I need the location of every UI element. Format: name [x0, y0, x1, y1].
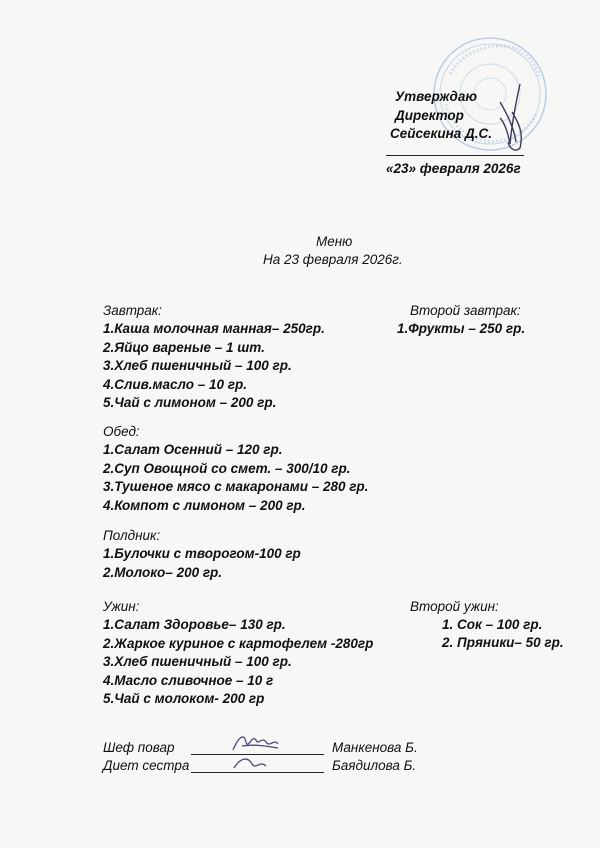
diet-role: Диет сестра	[103, 758, 190, 773]
page-title: Меню	[316, 234, 353, 249]
director-signature	[490, 82, 535, 154]
breakfast-section	[103, 302, 162, 321]
list-item: 2.Жаркое куриное с картофелем -280гр	[103, 635, 374, 651]
dinner-label: Ужин:	[103, 599, 140, 614]
list-item: 1.Каша молочная манная– 250гр.	[103, 321, 325, 336]
lunch-label: Обед:	[103, 424, 140, 439]
snack-label: Полдник:	[103, 528, 161, 543]
snack-items	[103, 545, 301, 582]
list-item: 4.Масло сливочное – 10 г	[103, 672, 274, 688]
approval-signature-line	[386, 155, 524, 156]
list-item: 2. Пряники– 50 гр.	[442, 635, 564, 650]
approval-line-director: Директор	[395, 108, 464, 123]
approval-line-approve: Утверждаю	[395, 89, 478, 104]
list-item: 2.Молоко– 200 гр.	[103, 564, 223, 580]
diet-name: Баядилова Б.	[332, 758, 417, 773]
list-item: 1.Салат Здоровье– 130 гр.	[103, 617, 286, 632]
list-item: 4.Компот с лимоном – 200 гр.	[103, 497, 306, 513]
snack-section	[103, 527, 160, 546]
list-item: 1.Салат Осенний – 120 гр.	[103, 442, 283, 457]
list-item: 2.Суп Овощной со смет. – 300/10 гр.	[103, 460, 351, 476]
breakfast-label: Завтрак:	[103, 303, 162, 318]
list-item: 3.Хлеб пшеничный – 100 гр.	[103, 358, 292, 373]
list-item: 1.Фрукты – 250 гр.	[397, 321, 526, 336]
lunch-items	[103, 441, 368, 515]
menu-date: На 23 февраля 2026г.	[263, 252, 403, 267]
approval-date: «23» февраля 2026г	[386, 161, 521, 176]
chef-role: Шеф повар	[103, 740, 175, 755]
list-item: 3.Тушеное мясо с макаронами – 280 гр.	[103, 479, 369, 494]
list-item: 5.Чай с молоком- 200 гр	[103, 691, 265, 706]
list-item: 2.Яйцо вареные – 1 шт.	[103, 339, 265, 355]
list-item: 3.Хлеб пшеничный – 100 гр.	[103, 654, 292, 669]
list-item: 1.Булочки с творогом-100 гр	[103, 546, 301, 561]
breakfast-items	[103, 320, 325, 413]
dinner-items	[103, 616, 373, 709]
list-item: 4.Слив.масло – 10 гр.	[103, 376, 248, 392]
list-item: 1. Сок – 100 гр.	[442, 617, 543, 632]
list-item: 5.Чай с лимоном – 200 гр.	[103, 395, 277, 410]
diet-signature	[230, 752, 270, 776]
second-breakfast-label: Второй завтрак:	[410, 303, 521, 318]
chef-name: Манкенова Б.	[332, 740, 418, 755]
second-dinner-label: Второй ужин:	[410, 599, 499, 614]
lunch-section	[103, 423, 140, 442]
approval-line-director-name: Сейсекина Д.С.	[390, 126, 493, 141]
